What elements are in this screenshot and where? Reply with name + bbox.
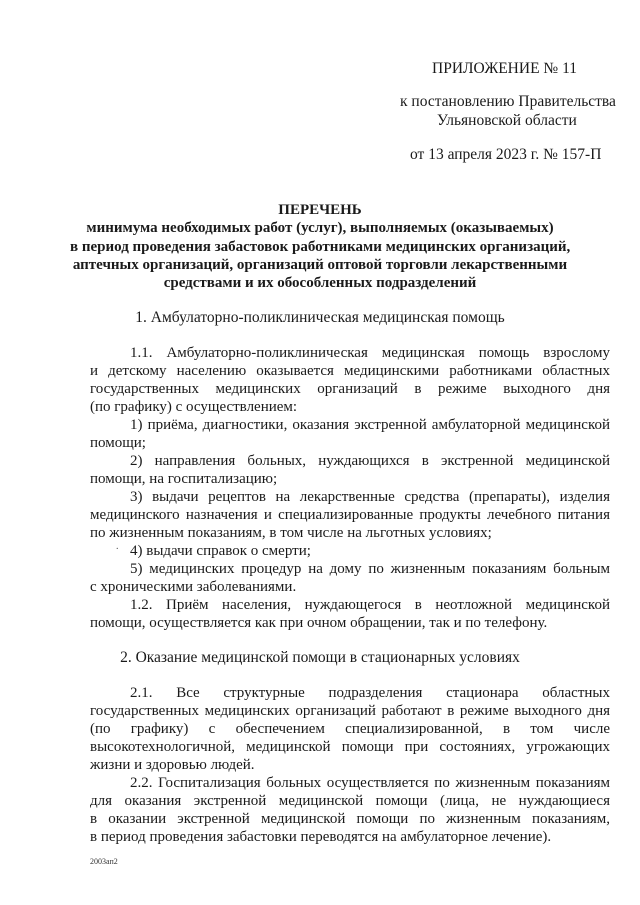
paragraph-line: высокотехнологичной, медицинской помощи при состояниях, угрожающих	[90, 739, 610, 755]
title-line: средствами и их обособленных подразделений	[163, 275, 477, 291]
paragraph-line: в период проведения забастовки переводятся на амбулаторное лечение).	[90, 829, 552, 845]
section-1-title: 1. Амбулаторно-поликлиническая медицинская помощь	[135, 309, 505, 326]
paragraph-line: жизни и здоровью людей.	[90, 757, 255, 773]
title-line: минимума необходимых работ (услуг), выполняемых (оказываемых)	[86, 220, 554, 236]
list-item-line: с хроническими заболеваниями.	[90, 579, 297, 595]
paragraph-line: 1.1. Амбулаторно-поликлиническая медицинская помощь взрослому	[130, 345, 610, 361]
paragraph-line: и детскому населению оказывается медицинскими работниками областных	[90, 363, 610, 379]
paragraph-line: (по графику) с осуществлением:	[90, 399, 298, 415]
document-title: ПЕРЕЧЕНЬ	[278, 202, 362, 218]
list-item-line: медицинского назначения и специализированные продукты лечебного питания	[90, 507, 610, 523]
list-item-line: 4) выдачи справок о смерти;	[130, 543, 311, 559]
paragraph-line: для оказания экстренной медицинской помощи (лица, не нуждающиеся	[90, 793, 610, 809]
title-line: в период проведения забастовок работниками медицинских организаций,	[70, 239, 571, 255]
list-item-line: 2) направления больных, нуждающихся в экстренной медицинской	[130, 453, 610, 469]
list-item-line: 1) приёма, диагностики, оказания экстренной амбулаторной медицинской	[130, 417, 610, 433]
scan-dot: .	[116, 541, 119, 552]
list-item-line: по жизненным показаниям, в том числе на льготных условиях;	[90, 525, 492, 541]
decree-reference-line1: к постановлению Правительства	[400, 93, 616, 110]
paragraph-line: 2.1. Все структурные подразделения стационара областных	[130, 685, 610, 701]
paragraph-line: государственных медицинских организаций работают в режиме выходного дня	[90, 703, 610, 719]
paragraph-line: (по графику) с обеспечением специализированной, в том числе	[90, 721, 610, 737]
decree-reference-line2: Ульяновской области	[437, 112, 577, 129]
section-2-title: 2. Оказание медицинской помощи в стационарных условиях	[120, 649, 520, 666]
paragraph-line: помощи, осуществляется как при очном обращении, так и по телефону.	[90, 615, 548, 631]
title-line: аптечных организаций, организаций оптовой торговли лекарственными	[72, 257, 568, 273]
list-item-line: 5) медицинских процедур на дому по жизненным показаниям больным	[130, 561, 610, 577]
appendix-label: ПРИЛОЖЕНИЕ № 11	[432, 60, 578, 77]
paragraph-line: в оказании экстренной медицинской помощи по жизненным показаниям,	[90, 811, 610, 827]
list-item-line: помощи;	[90, 435, 146, 451]
paragraph-line: 1.2. Приём населения, нуждающегося в неотложной медицинской	[130, 597, 610, 613]
paragraph-line: государственных медицинских организаций в режиме выходного дня	[90, 381, 610, 397]
list-item-line: 3) выдачи рецептов на лекарственные средства (препараты), изделия	[130, 489, 610, 505]
list-item-line: помощи, на госпитализацию;	[90, 471, 278, 487]
document-code: 2003ап2	[90, 857, 118, 866]
paragraph-line: 2.2. Госпитализация больных осуществляется по жизненным показаниям	[130, 775, 610, 791]
decree-date: от 13 апреля 2023 г. № 157-П	[410, 146, 602, 163]
